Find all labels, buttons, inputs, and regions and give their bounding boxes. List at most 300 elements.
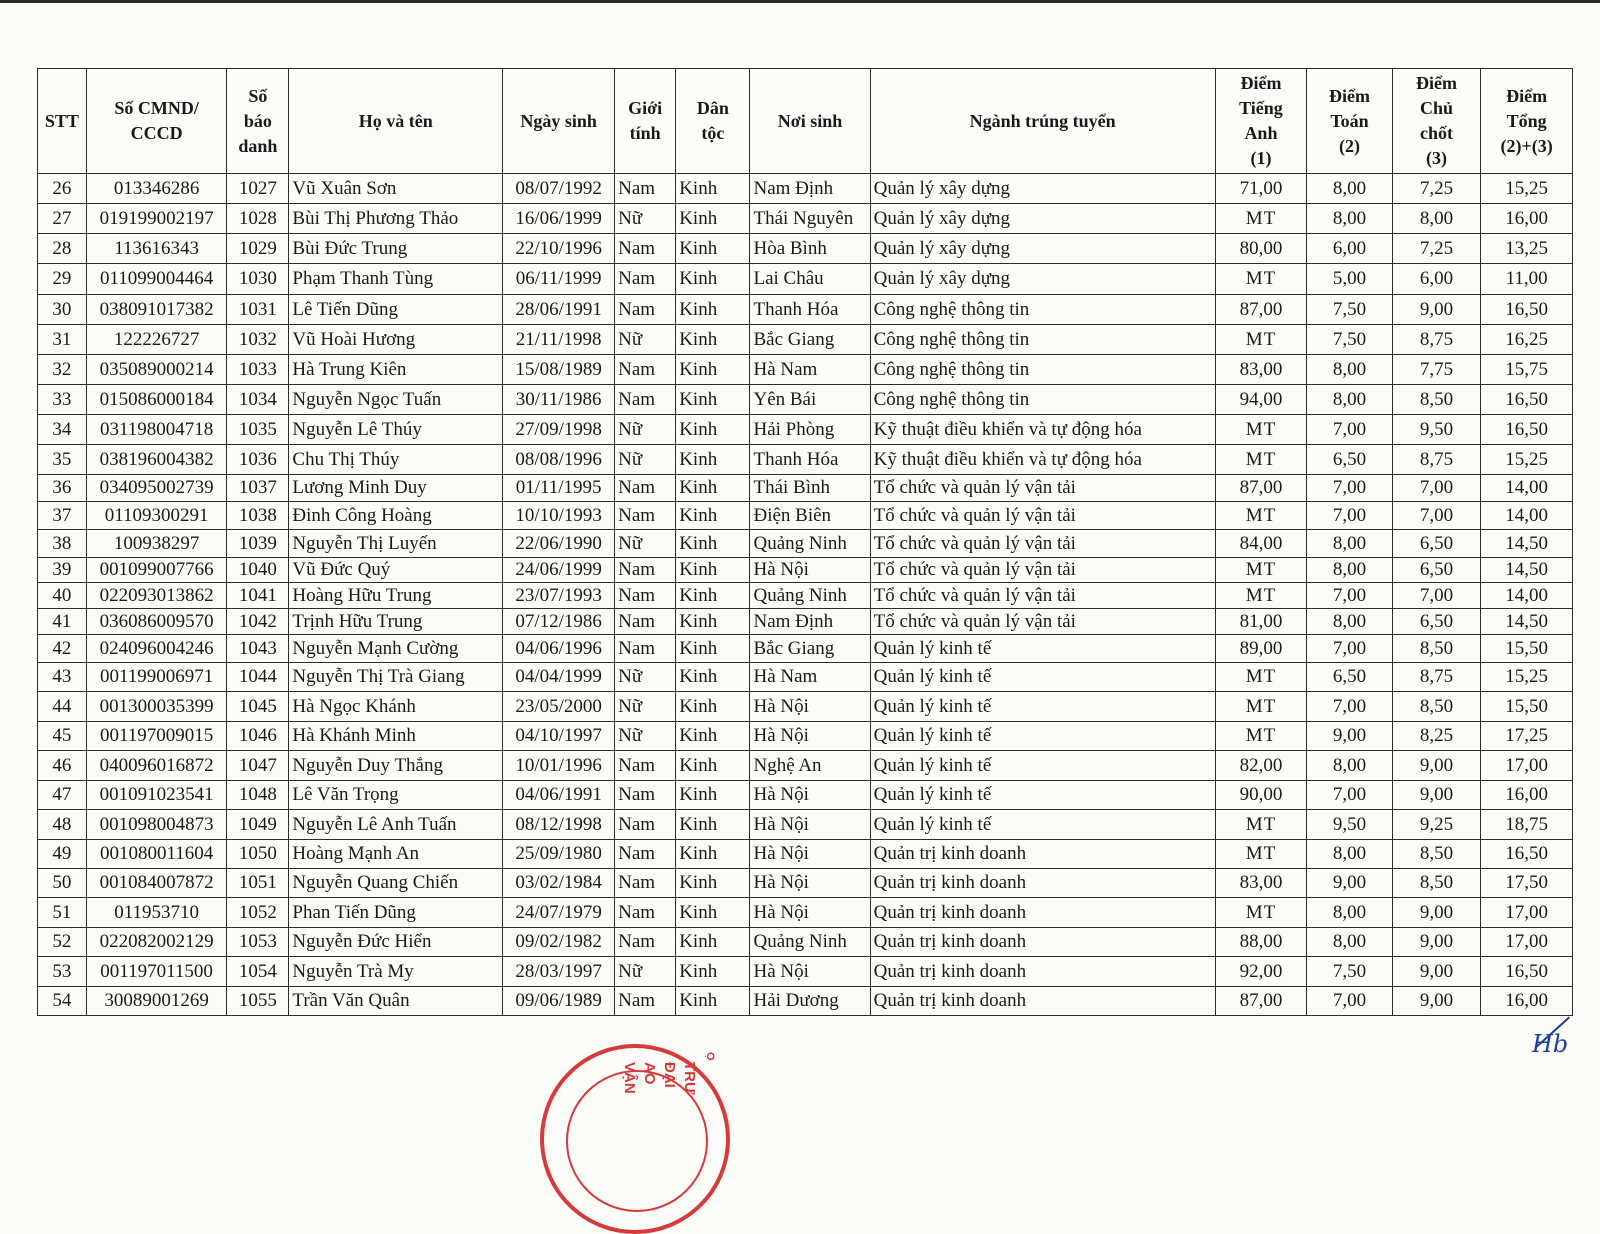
cell-place-of-birth: Hải Phòng <box>750 415 870 445</box>
cell-math-score: 8,00 <box>1307 898 1393 928</box>
cell-full-name: Bùi Đức Trung <box>289 234 503 264</box>
cell-english-score: MT <box>1215 445 1307 475</box>
cell-major: Kỹ thuật điều khiển và tự động hóa <box>870 415 1215 445</box>
header-id-number: Số CMND/ CCCD <box>86 69 226 174</box>
cell-major: Quản trị kinh doanh <box>870 928 1215 957</box>
cell-stt: 32 <box>38 355 87 385</box>
cell-stt: 53 <box>38 957 87 987</box>
cell-english-score: MT <box>1215 415 1307 445</box>
cell-stt: 33 <box>38 385 87 415</box>
cell-candidate-number: 1049 <box>227 810 289 840</box>
cell-date-of-birth: 30/11/1986 <box>503 385 615 415</box>
cell-place-of-birth: Hòa Bình <box>750 234 870 264</box>
cell-gender: Nam <box>615 840 676 869</box>
cell-total-score: 14,50 <box>1481 530 1573 558</box>
cell-math-score: 7,50 <box>1307 957 1393 987</box>
table-row <box>38 415 1573 445</box>
cell-date-of-birth: 08/12/1998 <box>503 810 615 840</box>
cell-candidate-number: 1042 <box>227 609 289 635</box>
cell-english-score: 80,00 <box>1215 234 1307 264</box>
table-row <box>38 583 1573 609</box>
cell-place-of-birth: Bắc Giang <box>750 635 870 663</box>
cell-full-name: Nguyễn Ngọc Tuấn <box>289 385 503 415</box>
cell-id-number: 001091023541 <box>86 781 226 810</box>
cell-date-of-birth: 10/01/1996 <box>503 751 615 781</box>
cell-stt: 47 <box>38 781 87 810</box>
cell-major: Quản lý xây dựng <box>870 264 1215 295</box>
cell-core-score: 6,00 <box>1392 264 1481 295</box>
cell-ethnicity: Kinh <box>676 635 750 663</box>
cell-candidate-number: 1031 <box>227 295 289 325</box>
cell-place-of-birth: Hải Dương <box>750 987 870 1016</box>
cell-full-name: Trịnh Hữu Trung <box>289 609 503 635</box>
cell-full-name: Nguyễn Đức Hiển <box>289 928 503 957</box>
cell-math-score: 9,00 <box>1307 869 1393 898</box>
cell-major: Quản lý kinh tế <box>870 810 1215 840</box>
cell-full-name: Lê Văn Trọng <box>289 781 503 810</box>
cell-math-score: 8,00 <box>1307 204 1393 234</box>
cell-major: Quản lý kinh tế <box>870 692 1215 722</box>
cell-math-score: 7,00 <box>1307 502 1393 530</box>
cell-english-score: MT <box>1215 502 1307 530</box>
cell-date-of-birth: 23/05/2000 <box>503 692 615 722</box>
cell-date-of-birth: 28/06/1991 <box>503 295 615 325</box>
cell-ethnicity: Kinh <box>676 810 750 840</box>
cell-id-number: 013346286 <box>86 174 226 204</box>
cell-candidate-number: 1040 <box>227 558 289 583</box>
admission-results-table <box>37 68 1573 1016</box>
cell-ethnicity: Kinh <box>676 475 750 502</box>
cell-gender: Nam <box>615 635 676 663</box>
cell-core-score: 8,25 <box>1392 722 1481 751</box>
cell-core-score: 8,50 <box>1392 840 1481 869</box>
cell-candidate-number: 1045 <box>227 692 289 722</box>
cell-candidate-number: 1044 <box>227 663 289 692</box>
cell-total-score: 16,50 <box>1481 415 1573 445</box>
cell-id-number: 036086009570 <box>86 609 226 635</box>
cell-gender: Nam <box>615 928 676 957</box>
cell-english-score: 94,00 <box>1215 385 1307 415</box>
cell-total-score: 18,75 <box>1481 810 1573 840</box>
cell-english-score: 71,00 <box>1215 174 1307 204</box>
table-row <box>38 355 1573 385</box>
cell-id-number: 001084007872 <box>86 869 226 898</box>
cell-stt: 45 <box>38 722 87 751</box>
cell-stt: 26 <box>38 174 87 204</box>
cell-major: Quản lý xây dựng <box>870 174 1215 204</box>
cell-english-score: MT <box>1215 898 1307 928</box>
cell-english-score: 87,00 <box>1215 295 1307 325</box>
cell-date-of-birth: 08/07/1992 <box>503 174 615 204</box>
cell-full-name: Hoàng Hữu Trung <box>289 583 503 609</box>
cell-major: Kỹ thuật điều khiển và tự động hóa <box>870 445 1215 475</box>
cell-gender: Nữ <box>615 325 676 355</box>
cell-english-score: MT <box>1215 325 1307 355</box>
cell-total-score: 17,00 <box>1481 751 1573 781</box>
cell-id-number: 040096016872 <box>86 751 226 781</box>
cell-major: Công nghệ thông tin <box>870 325 1215 355</box>
cell-full-name: Chu Thị Thúy <box>289 445 503 475</box>
cell-gender: Nữ <box>615 445 676 475</box>
cell-ethnicity: Kinh <box>676 609 750 635</box>
cell-full-name: Lương Minh Duy <box>289 475 503 502</box>
cell-date-of-birth: 16/06/1999 <box>503 204 615 234</box>
cell-stt: 37 <box>38 502 87 530</box>
cell-gender: Nam <box>615 475 676 502</box>
cell-ethnicity: Kinh <box>676 898 750 928</box>
table-row <box>38 722 1573 751</box>
cell-ethnicity: Kinh <box>676 204 750 234</box>
cell-ethnicity: Kinh <box>676 295 750 325</box>
cell-core-score: 6,50 <box>1392 530 1481 558</box>
cell-total-score: 16,50 <box>1481 295 1573 325</box>
cell-math-score: 5,00 <box>1307 264 1393 295</box>
cell-gender: Nữ <box>615 663 676 692</box>
cell-core-score: 8,00 <box>1392 204 1481 234</box>
cell-id-number: 011099004464 <box>86 264 226 295</box>
cell-math-score: 8,00 <box>1307 840 1393 869</box>
header-gender: Giới tính <box>615 69 676 174</box>
cell-total-score: 13,25 <box>1481 234 1573 264</box>
cell-date-of-birth: 03/02/1984 <box>503 869 615 898</box>
cell-full-name: Nguyễn Lê Anh Tuấn <box>289 810 503 840</box>
cell-gender: Nữ <box>615 692 676 722</box>
cell-core-score: 9,00 <box>1392 781 1481 810</box>
cell-full-name: Trần Văn Quân <box>289 987 503 1016</box>
cell-id-number: 038196004382 <box>86 445 226 475</box>
cell-major: Công nghệ thông tin <box>870 385 1215 415</box>
cell-gender: Nam <box>615 898 676 928</box>
cell-gender: Nam <box>615 558 676 583</box>
cell-id-number: 100938297 <box>86 530 226 558</box>
cell-full-name: Hà Khánh Minh <box>289 722 503 751</box>
cell-total-score: 16,50 <box>1481 385 1573 415</box>
table-row <box>38 295 1573 325</box>
table-row <box>38 840 1573 869</box>
cell-total-score: 17,25 <box>1481 722 1573 751</box>
cell-candidate-number: 1034 <box>227 385 289 415</box>
table-row <box>38 810 1573 840</box>
cell-candidate-number: 1055 <box>227 987 289 1016</box>
cell-id-number: 022093013862 <box>86 583 226 609</box>
cell-core-score: 7,00 <box>1392 583 1481 609</box>
cell-id-number: 001197011500 <box>86 957 226 987</box>
cell-gender: Nam <box>615 987 676 1016</box>
cell-date-of-birth: 09/06/1989 <box>503 987 615 1016</box>
cell-total-score: 16,00 <box>1481 987 1573 1016</box>
cell-core-score: 9,00 <box>1392 957 1481 987</box>
header-total-score: Điểm Tổng (2)+(3) <box>1481 69 1573 174</box>
cell-place-of-birth: Quảng Ninh <box>750 583 870 609</box>
cell-total-score: 17,00 <box>1481 928 1573 957</box>
cell-gender: Nam <box>615 234 676 264</box>
cell-core-score: 8,75 <box>1392 325 1481 355</box>
cell-id-number: 122226727 <box>86 325 226 355</box>
cell-english-score: MT <box>1215 663 1307 692</box>
table-row <box>38 635 1573 663</box>
table-row <box>38 692 1573 722</box>
cell-core-score: 8,50 <box>1392 869 1481 898</box>
cell-ethnicity: Kinh <box>676 325 750 355</box>
cell-candidate-number: 1038 <box>227 502 289 530</box>
cell-major: Quản lý xây dựng <box>870 234 1215 264</box>
cell-english-score: MT <box>1215 692 1307 722</box>
cell-stt: 27 <box>38 204 87 234</box>
cell-full-name: Nguyễn Trà My <box>289 957 503 987</box>
cell-math-score: 7,50 <box>1307 295 1393 325</box>
cell-core-score: 9,00 <box>1392 928 1481 957</box>
cell-english-score: 90,00 <box>1215 781 1307 810</box>
cell-total-score: 16,50 <box>1481 840 1573 869</box>
cell-gender: Nam <box>615 810 676 840</box>
cell-candidate-number: 1039 <box>227 530 289 558</box>
cell-place-of-birth: Quảng Ninh <box>750 928 870 957</box>
cell-place-of-birth: Hà Nội <box>750 810 870 840</box>
cell-core-score: 7,75 <box>1392 355 1481 385</box>
cell-id-number: 001099007766 <box>86 558 226 583</box>
cell-major: Quản lý xây dựng <box>870 204 1215 234</box>
cell-major: Quản trị kinh doanh <box>870 840 1215 869</box>
cell-core-score: 9,25 <box>1392 810 1481 840</box>
stamp-text-4: VẬN <box>621 1062 638 1094</box>
cell-math-score: 7,00 <box>1307 692 1393 722</box>
cell-candidate-number: 1028 <box>227 204 289 234</box>
cell-id-number: 035089000214 <box>86 355 226 385</box>
cell-candidate-number: 1046 <box>227 722 289 751</box>
table-row <box>38 957 1573 987</box>
cell-gender: Nam <box>615 295 676 325</box>
cell-candidate-number: 1035 <box>227 415 289 445</box>
cell-place-of-birth: Quảng Ninh <box>750 530 870 558</box>
cell-place-of-birth: Hà Nội <box>750 558 870 583</box>
cell-total-score: 14,00 <box>1481 583 1573 609</box>
cell-math-score: 6,00 <box>1307 234 1393 264</box>
cell-total-score: 15,25 <box>1481 663 1573 692</box>
cell-gender: Nam <box>615 264 676 295</box>
table-row <box>38 502 1573 530</box>
cell-date-of-birth: 04/06/1991 <box>503 781 615 810</box>
cell-math-score: 8,00 <box>1307 530 1393 558</box>
cell-total-score: 11,00 <box>1481 264 1573 295</box>
cell-gender: Nam <box>615 174 676 204</box>
cell-place-of-birth: Nam Định <box>750 609 870 635</box>
cell-ethnicity: Kinh <box>676 583 750 609</box>
cell-major: Công nghệ thông tin <box>870 295 1215 325</box>
cell-id-number: 031198004718 <box>86 415 226 445</box>
cell-stt: 51 <box>38 898 87 928</box>
cell-english-score: 83,00 <box>1215 355 1307 385</box>
cell-ethnicity: Kinh <box>676 840 750 869</box>
cell-core-score: 7,00 <box>1392 502 1481 530</box>
cell-core-score: 9,00 <box>1392 898 1481 928</box>
cell-full-name: Vũ Đức Quý <box>289 558 503 583</box>
cell-major: Quản trị kinh doanh <box>870 898 1215 928</box>
cell-candidate-number: 1037 <box>227 475 289 502</box>
table-row <box>38 325 1573 355</box>
header-major: Ngành trúng tuyển <box>870 69 1215 174</box>
cell-stt: 46 <box>38 751 87 781</box>
table-row <box>38 475 1573 502</box>
cell-stt: 39 <box>38 558 87 583</box>
cell-place-of-birth: Hà Nội <box>750 898 870 928</box>
cell-full-name: Nguyễn Mạnh Cường <box>289 635 503 663</box>
cell-major: Quản lý kinh tế <box>870 635 1215 663</box>
cell-gender: Nam <box>615 502 676 530</box>
cell-candidate-number: 1050 <box>227 840 289 869</box>
cell-id-number: 01109300291 <box>86 502 226 530</box>
cell-candidate-number: 1029 <box>227 234 289 264</box>
cell-english-score: MT <box>1215 722 1307 751</box>
handwritten-signature: Hb <box>1532 1030 1569 1058</box>
stamp-text-1: TRƯ <box>681 1062 698 1095</box>
cell-date-of-birth: 06/11/1999 <box>503 264 615 295</box>
cell-place-of-birth: Thái Bình <box>750 475 870 502</box>
cell-english-score: 81,00 <box>1215 609 1307 635</box>
cell-gender: Nữ <box>615 530 676 558</box>
cell-date-of-birth: 04/10/1997 <box>503 722 615 751</box>
cell-id-number: 30089001269 <box>86 987 226 1016</box>
cell-math-score: 8,00 <box>1307 385 1393 415</box>
cell-id-number: 113616343 <box>86 234 226 264</box>
cell-major: Tổ chức và quản lý vận tải <box>870 530 1215 558</box>
cell-stt: 41 <box>38 609 87 635</box>
cell-full-name: Phan Tiến Dũng <box>289 898 503 928</box>
cell-place-of-birth: Bắc Giang <box>750 325 870 355</box>
cell-stt: 36 <box>38 475 87 502</box>
cell-ethnicity: Kinh <box>676 355 750 385</box>
table-row <box>38 558 1573 583</box>
cell-total-score: 15,50 <box>1481 635 1573 663</box>
cell-major: Công nghệ thông tin <box>870 355 1215 385</box>
cell-gender: Nam <box>615 355 676 385</box>
cell-math-score: 7,00 <box>1307 635 1393 663</box>
cell-math-score: 9,50 <box>1307 810 1393 840</box>
cell-candidate-number: 1053 <box>227 928 289 957</box>
cell-ethnicity: Kinh <box>676 751 750 781</box>
table-row <box>38 609 1573 635</box>
table-row <box>38 987 1573 1016</box>
cell-math-score: 7,00 <box>1307 583 1393 609</box>
cell-math-score: 8,00 <box>1307 928 1393 957</box>
cell-english-score: MT <box>1215 264 1307 295</box>
cell-math-score: 8,00 <box>1307 355 1393 385</box>
cell-stt: 38 <box>38 530 87 558</box>
stamp-text-3: AO <box>641 1062 658 1085</box>
cell-total-score: 14,50 <box>1481 558 1573 583</box>
cell-stt: 29 <box>38 264 87 295</box>
stamp-text-5: Ọ <box>704 1052 716 1061</box>
cell-stt: 50 <box>38 869 87 898</box>
cell-full-name: Nguyễn Duy Thắng <box>289 751 503 781</box>
cell-major: Quản lý kinh tế <box>870 722 1215 751</box>
cell-date-of-birth: 07/12/1986 <box>503 609 615 635</box>
cell-core-score: 8,50 <box>1392 635 1481 663</box>
cell-math-score: 6,50 <box>1307 445 1393 475</box>
cell-place-of-birth: Hà Nam <box>750 663 870 692</box>
table-row <box>38 781 1573 810</box>
cell-full-name: Vũ Hoài Hương <box>289 325 503 355</box>
table-row <box>38 530 1573 558</box>
cell-place-of-birth: Hà Nội <box>750 957 870 987</box>
cell-total-score: 15,75 <box>1481 355 1573 385</box>
cell-date-of-birth: 28/03/1997 <box>503 957 615 987</box>
cell-total-score: 16,50 <box>1481 957 1573 987</box>
table-row <box>38 869 1573 898</box>
cell-math-score: 8,00 <box>1307 174 1393 204</box>
cell-math-score: 8,00 <box>1307 609 1393 635</box>
cell-major: Tổ chức và quản lý vận tải <box>870 558 1215 583</box>
cell-stt: 49 <box>38 840 87 869</box>
cell-stt: 34 <box>38 415 87 445</box>
cell-candidate-number: 1054 <box>227 957 289 987</box>
cell-total-score: 16,00 <box>1481 204 1573 234</box>
cell-date-of-birth: 15/08/1989 <box>503 355 615 385</box>
cell-ethnicity: Kinh <box>676 928 750 957</box>
cell-english-score: MT <box>1215 583 1307 609</box>
cell-core-score: 7,00 <box>1392 475 1481 502</box>
cell-math-score: 7,00 <box>1307 987 1393 1016</box>
cell-place-of-birth: Hà Nội <box>750 781 870 810</box>
cell-stt: 28 <box>38 234 87 264</box>
cell-id-number: 001300035399 <box>86 692 226 722</box>
cell-core-score: 6,50 <box>1392 609 1481 635</box>
cell-gender: Nam <box>615 751 676 781</box>
cell-full-name: Hà Trung Kiên <box>289 355 503 385</box>
cell-core-score: 9,00 <box>1392 295 1481 325</box>
cell-core-score: 6,50 <box>1392 558 1481 583</box>
cell-ethnicity: Kinh <box>676 869 750 898</box>
cell-core-score: 8,75 <box>1392 663 1481 692</box>
cell-place-of-birth: Hà Nội <box>750 869 870 898</box>
page-top-border <box>0 0 1600 3</box>
cell-gender: Nam <box>615 583 676 609</box>
cell-gender: Nữ <box>615 204 676 234</box>
cell-date-of-birth: 22/06/1990 <box>503 530 615 558</box>
cell-stt: 43 <box>38 663 87 692</box>
cell-date-of-birth: 08/08/1996 <box>503 445 615 475</box>
cell-ethnicity: Kinh <box>676 957 750 987</box>
cell-core-score: 8,75 <box>1392 445 1481 475</box>
cell-stt: 42 <box>38 635 87 663</box>
header-candidate-number: Số báo danh <box>227 69 289 174</box>
table-row <box>38 234 1573 264</box>
cell-full-name: Lê Tiến Dũng <box>289 295 503 325</box>
cell-place-of-birth: Lai Châu <box>750 264 870 295</box>
cell-place-of-birth: Hà Nội <box>750 840 870 869</box>
cell-stt: 31 <box>38 325 87 355</box>
cell-math-score: 8,00 <box>1307 751 1393 781</box>
cell-math-score: 8,00 <box>1307 558 1393 583</box>
cell-total-score: 15,50 <box>1481 692 1573 722</box>
cell-ethnicity: Kinh <box>676 264 750 295</box>
table-row <box>38 174 1573 204</box>
cell-id-number: 038091017382 <box>86 295 226 325</box>
cell-major: Tổ chức và quản lý vận tải <box>870 502 1215 530</box>
cell-date-of-birth: 24/06/1999 <box>503 558 615 583</box>
cell-date-of-birth: 24/07/1979 <box>503 898 615 928</box>
cell-math-score: 7,50 <box>1307 325 1393 355</box>
cell-major: Quản lý kinh tế <box>870 663 1215 692</box>
cell-stt: 30 <box>38 295 87 325</box>
cell-date-of-birth: 21/11/1998 <box>503 325 615 355</box>
cell-major: Tổ chức và quản lý vận tải <box>870 609 1215 635</box>
cell-stt: 54 <box>38 987 87 1016</box>
cell-ethnicity: Kinh <box>676 234 750 264</box>
header-place-of-birth: Nơi sinh <box>750 69 870 174</box>
cell-date-of-birth: 22/10/1996 <box>503 234 615 264</box>
table-row <box>38 663 1573 692</box>
cell-date-of-birth: 01/11/1995 <box>503 475 615 502</box>
